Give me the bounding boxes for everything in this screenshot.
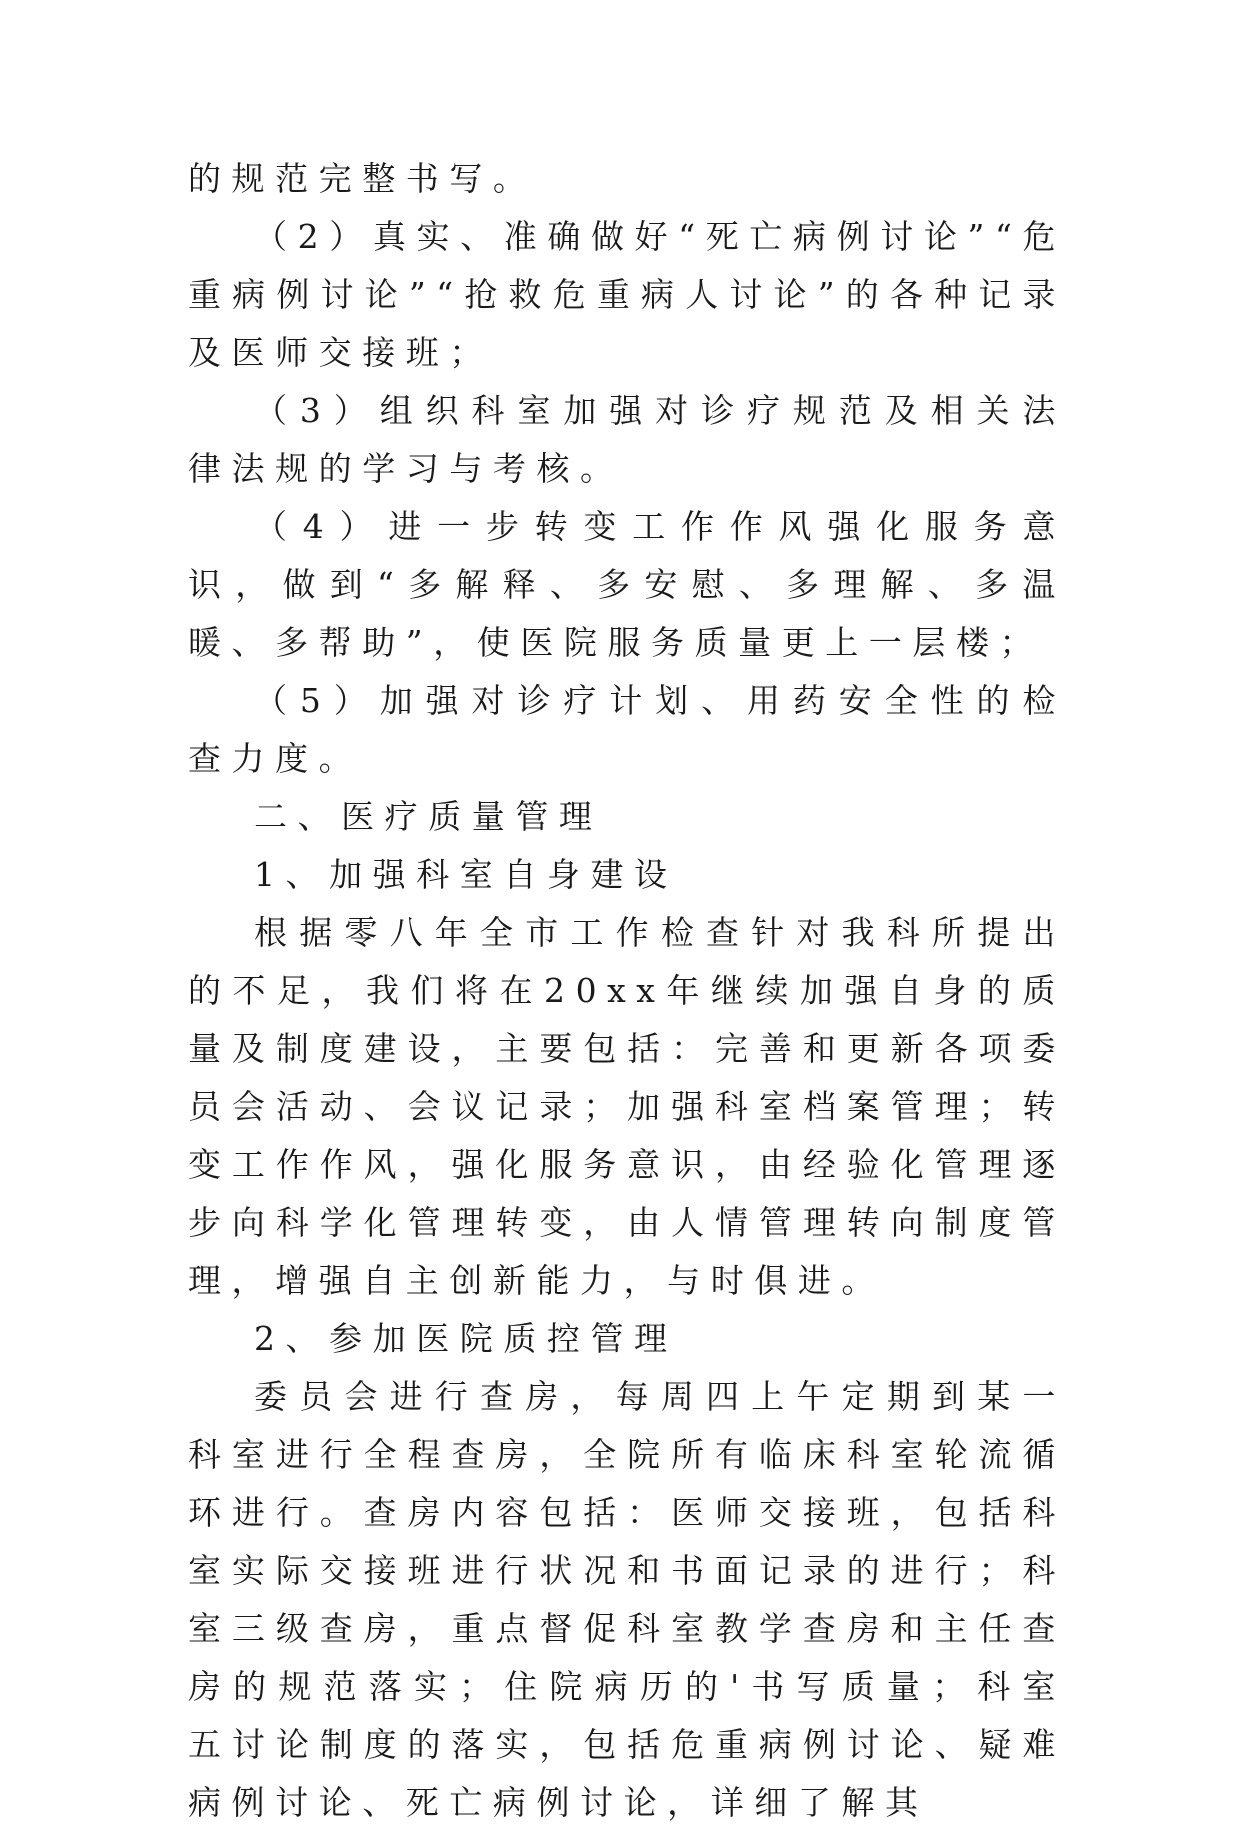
paragraph-department-building: 根据零八年全市工作检查针对我科所提出的不足，我们将在20xx年继续加强自身的质量及制度建设，主要包括：完善和更新各项委员会活动、会议记录；加强科室档案管理；转变工作作风，强化服务意识，由经验化管理逐步向科学化管理转变，由人情管理转向制度管理，增强自主创新能力，与时俱进。 (188, 913, 1066, 1300)
paragraph-1-continuation: 的规范完整书写。 (188, 159, 537, 198)
subheading-department-building: 1、加强科室自身建设 (254, 855, 678, 894)
section-heading-quality-management: 二、医疗质量管理 (254, 797, 603, 836)
paragraph-quality-control: 委员会进行查房，每周四上午定期到某一科室进行全程查房，全院所有临床科室轮流循环进行。查房内容包括：医师交接班，包括科室实际交接班进行状况和书面记录的进行；科室三级查房，重点督促科室教学查房和主任查房的规范落实；住院病历的'书写质量；科室五讨论制度的落实，包括危重病例讨论、疑难病例讨论、死亡病例讨论，详细了解其 (188, 1377, 1066, 1822)
paragraph-item-2: （2）真实、准确做好“死亡病例讨论”“危重病例讨论”“抢救危重病人讨论”的各种记录及医师交接班； (188, 217, 1066, 372)
paragraph-item-5: （5）加强对诊疗计划、用药安全性的检查力度。 (188, 681, 1066, 778)
paragraph-item-3: （3）组织科室加强对诊疗规范及相关法律法规的学习与考核。 (188, 391, 1066, 488)
subheading-quality-control: 2、参加医院质控管理 (254, 1319, 678, 1358)
body-text (188, 150, 1066, 1832)
paragraph-item-4: （4）进一步转变工作作风强化服务意识，做到“多解释、多安慰、多理解、多温暖、多帮助”，使医院服务质量更上一层楼； (188, 507, 1066, 662)
